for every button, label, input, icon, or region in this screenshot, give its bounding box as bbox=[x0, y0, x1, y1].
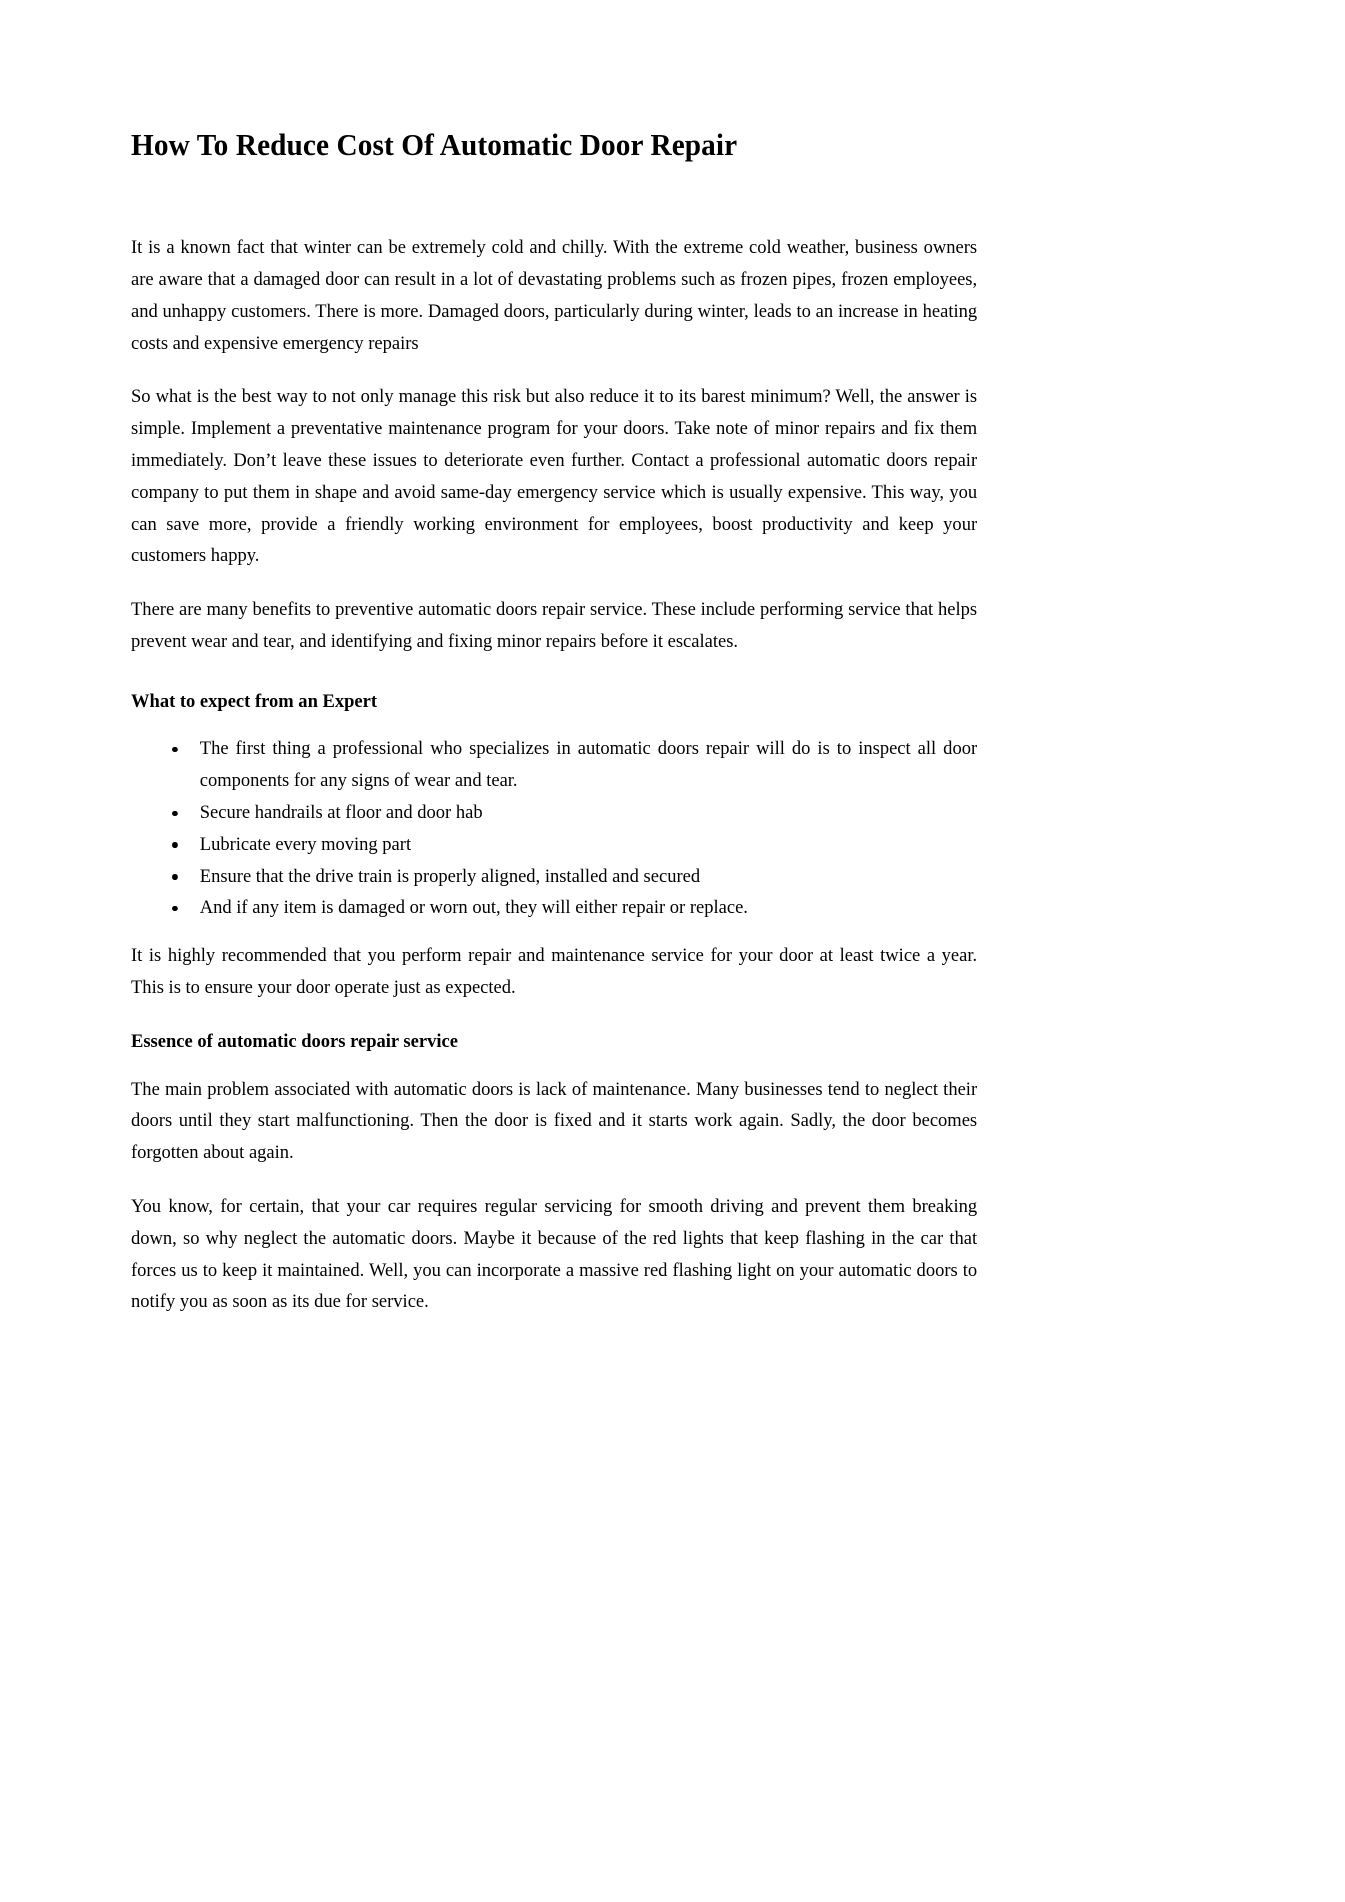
list-spacer bbox=[131, 717, 977, 733]
bullet-dot-icon bbox=[172, 842, 177, 848]
list-item-label: And if any item is damaged or worn out, they will either repair or replace. bbox=[199, 897, 748, 919]
paragraph-spacer bbox=[131, 924, 977, 940]
list-item-label: Ensure that the drive train is properly aligned, installed and secured bbox=[199, 865, 701, 887]
paragraph-solution: So what is the best way to not only manage this risk but also reduce it to its barest minimum? Well, the answer is simple. Implement a preventative maintenance program for your doors. Take note of minor repairs and fix them immediately. Don’t leave these issues to deteriorate even further. Contact a professional automatic doors repair company to put them in shape and avoid same-day emergency service which is usually expensive. This way, you can save more, provide a friendly working environment for employees, boost productivity and keep your customers happy. bbox=[131, 386, 978, 567]
paragraph-spacer bbox=[131, 572, 977, 594]
page-title: How To Reduce Cost Of Automatic Door Repair bbox=[131, 128, 738, 162]
paragraph-recommendation: It is highly recommended that you perform repair and maintenance service for your door at least twice a year. This is to ensure your door operate just as expected. bbox=[131, 945, 978, 999]
paragraph-benefits: There are many benefits to preventive automatic doors repair service. These include performing service that helps prevent wear and tear, and identifying and fixing minor repairs before it escalates. bbox=[131, 599, 978, 652]
list-item bbox=[131, 892, 977, 924]
list-item bbox=[131, 829, 977, 861]
paragraph-spacer bbox=[131, 1169, 977, 1191]
list-item bbox=[131, 733, 977, 797]
bullet-dot-icon bbox=[172, 811, 177, 817]
heading-spacer bbox=[131, 1004, 977, 1026]
list-item bbox=[131, 797, 977, 829]
paragraph-main-problem: The main problem associated with automatic doors is lack of maintenance. Many businesses tend to neglect their doors until they start malfunctioning. Then the door is fixed and it starts work again. Sadly, the door becomes forgotten about again. bbox=[131, 1078, 978, 1164]
section-heading-essence: Essence of automatic doors repair service bbox=[131, 1030, 458, 1052]
title-spacer bbox=[131, 164, 977, 232]
paragraph-car-analogy: You know, for certain, that your car requires regular servicing for smooth driving and prevent them breaking down, so why neglect the automatic doors. Maybe it because of the red lights that keep flashing in the car that forces us to keep it maintained. Well, you can incorporate a massive red flashing light on your automatic doors to notify you as soon as its due for service. bbox=[131, 1196, 978, 1313]
heading-spacer bbox=[131, 658, 977, 686]
paragraph-spacer bbox=[131, 1058, 977, 1074]
paragraph-intro: It is a known fact that winter can be extremely cold and chilly. With the extreme cold weather, business owners are aware that a damaged door can result in a lot of devastating problems such as frozen pipes, frozen employees, and unhappy customers. There is more. Damaged doors, particularly during winter, leads to an increase in heating costs and expensive emergency repairs bbox=[131, 237, 978, 354]
expert-expectations-list bbox=[131, 733, 977, 924]
bullet-dot-icon bbox=[172, 747, 177, 753]
bullet-dot-icon bbox=[172, 906, 177, 912]
list-item-label: Lubricate every moving part bbox=[199, 833, 412, 855]
list-item-label: Secure handrails at floor and door hab bbox=[199, 802, 483, 824]
bullet-dot-icon bbox=[172, 874, 177, 880]
paragraph-spacer bbox=[131, 359, 977, 381]
list-item-label: The first thing a professional who specializes in automatic doors repair will do is to inspect all door components for any signs of wear and tear. bbox=[199, 738, 978, 792]
list-item bbox=[131, 861, 977, 893]
section-heading-expert: What to expect from an Expert bbox=[131, 690, 378, 712]
document-content bbox=[131, 126, 977, 1318]
